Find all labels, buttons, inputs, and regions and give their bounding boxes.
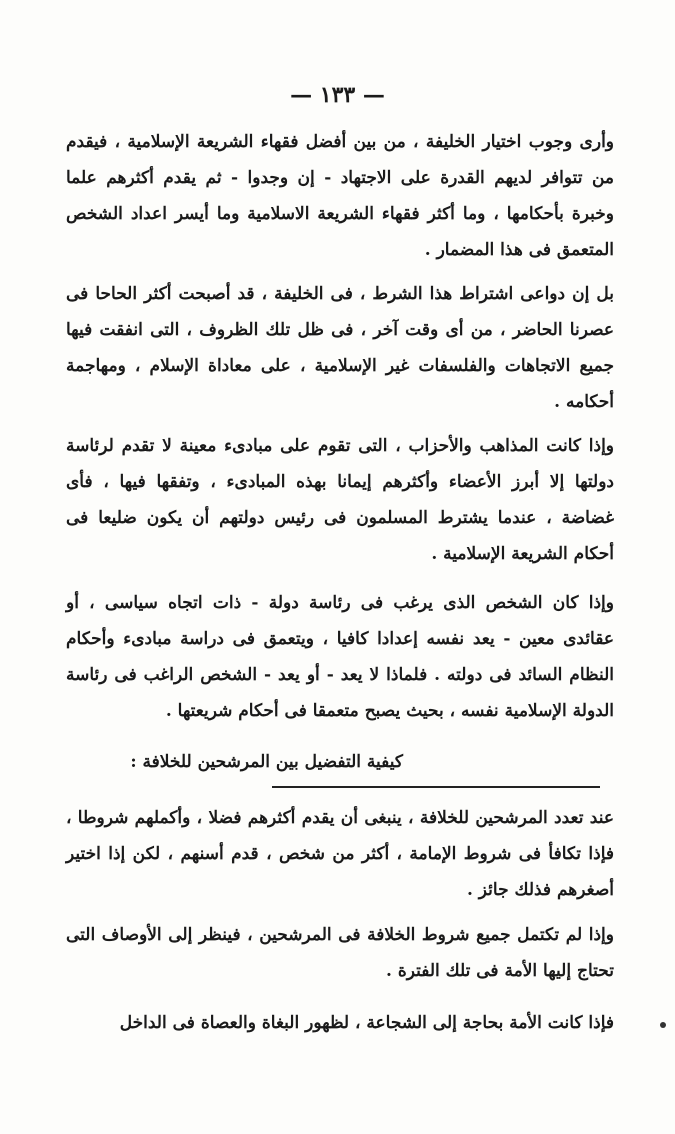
page-number: — ١٣٣ — — [290, 82, 385, 108]
paragraph-text: بل إن دواعى اشتراط هذا الشرط ، فى الخليفة ، قد أصبحت أكثر الحاحا فى عصرنا الحاضر ، من أى وقت آخر ، فى ظل تلك الظروف ، التى انفقت فيها جميع الاتجاهات والفلسفات غير الإسلامية ، على معاداة الإسلام ، ومهاجمة أحكامه . — [66, 284, 614, 412]
paragraph-1 — [66, 124, 614, 268]
paragraph-7 — [66, 1005, 614, 1041]
paragraph-4 — [66, 585, 614, 729]
paragraph-6 — [66, 917, 614, 989]
paragraph-5 — [66, 800, 614, 908]
section-heading: كيفية التفضيل بين المرشحين للخلافة : — [130, 752, 403, 772]
paragraph-3 — [66, 428, 614, 572]
paragraph-text: عند تعدد المرشحين للخلافة ، ينبغى أن يقدم أكثرهم فضلا ، وأكملهم شروطا ، فإذا تكافأ فى شروط الإمامة ، أكثر من شخص ، قدم أسنهم ، لكن إذا اختير أصغرهم فذلك جائز . — [66, 808, 614, 900]
paragraph-text: وإذا لم تكتمل جميع شروط الخلافة فى المرشحين ، فينظر إلى الأوصاف التى تحتاج إليها الأمة فى تلك الفترة . — [66, 925, 614, 981]
paragraph-text: فإذا كانت الأمة بحاجة إلى الشجاعة ، لظهور البغاة والعصاة فى الداخل — [119, 1013, 614, 1033]
heading-underline — [272, 786, 600, 788]
paragraph-text: وإذا كان الشخص الذى يرغب فى رئاسة دولة - ذات اتجاه سياسى ، أو عقائدى معين - يعد نفسه إعدادا كافيا ، ويتعمق فى دراسة مبادىء وأحكام النظام السائد فى دولته . فلماذا لا يعد - أو يعد - الشخص الراغب فى رئاسة الدولة الإسلامية نفسه ، بحيث يصبح متعمقا فى أحكام شريعتها . — [66, 593, 614, 721]
paragraph-2 — [66, 276, 614, 420]
paragraph-text: وإذا كانت المذاهب والأحزاب ، التى تقوم على مبادىء معينة لا تقدم لرئاسة دولتها إلا أبرز الأعضاء وأكثرهم إيمانا بهذه المبادىء ، وتفقها فيها ، فأى غضاضة ، عندما يشترط المسلمون فى رئيس دولتهم أن يكون ضليعا فى أحكام الشريعة الإسلامية . — [66, 436, 614, 564]
paragraph-text: وأرى وجوب اختيار الخليفة ، من بين أفضل فقهاء الشريعة الإسلامية ، فيقدم من تتوافر لديهم القدرة على الاجتهاد - إن وجدوا - ثم يقدم أكثرهم علما وخبرة بأحكامها ، وما أكثر فقهاء الشريعة الاسلامية وما أيسر اعداد الشخص المتعمق فى هذا المضمار . — [66, 132, 614, 260]
margin-dot — [660, 1022, 666, 1028]
